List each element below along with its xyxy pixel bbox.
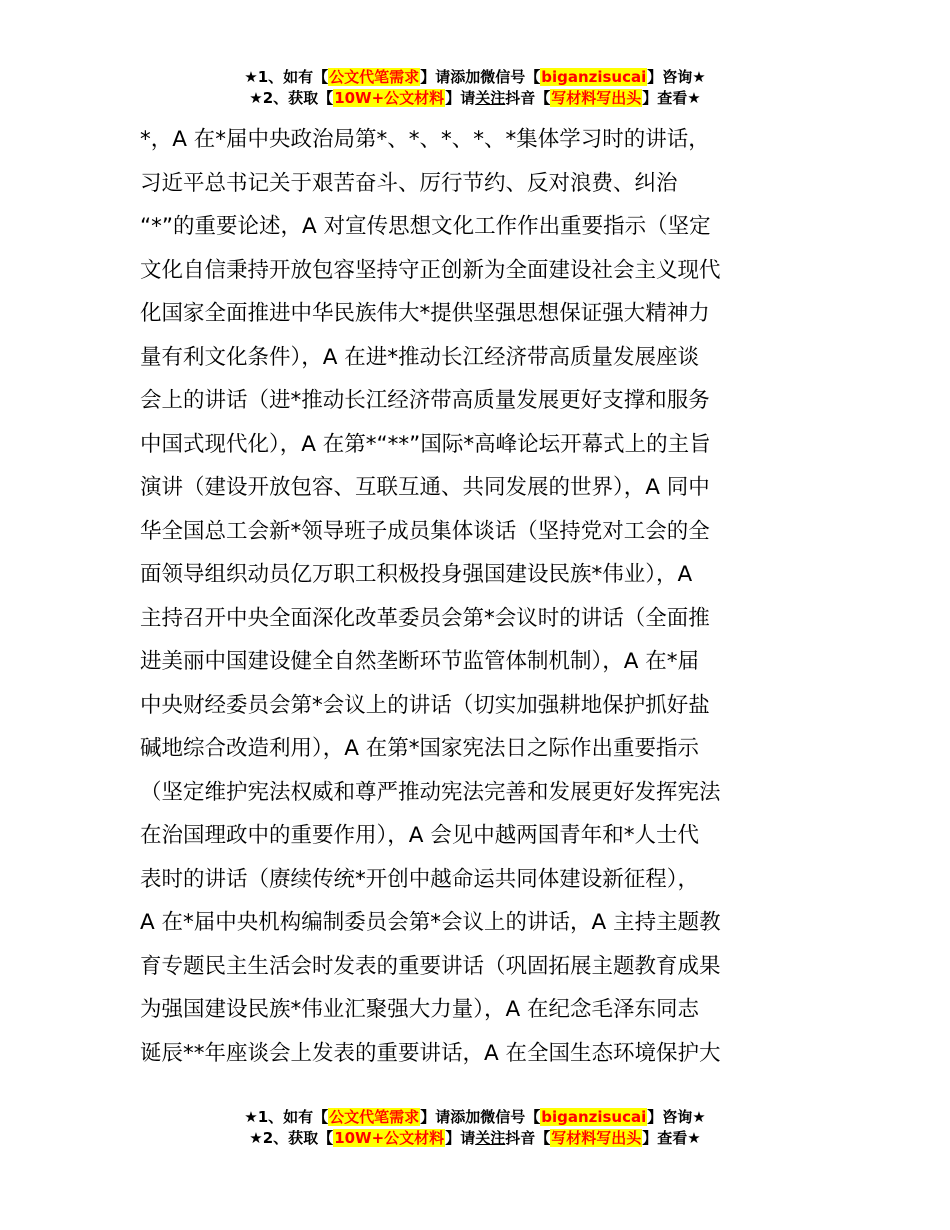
header-highlight-douyin: 写材料写出头 — [551, 89, 642, 107]
header-banner — [0, 67, 950, 109]
header-underlined-follow: 关注 — [475, 89, 506, 107]
footer-highlight-ghostwriting: 公文代笔需求 — [329, 1108, 420, 1126]
footer-line-1-prefix: ★1、如有【 — [244, 1108, 329, 1126]
body-line: 进美丽中国建设健全自然垄断环节监管体制机制），A 在*届 — [140, 649, 700, 674]
footer-line-2-suffix: 】查看★ — [642, 1129, 701, 1147]
header-line-2-suffix: 】查看★ — [642, 89, 701, 107]
document-body — [140, 118, 840, 1075]
header-line-2-mid: 】请 — [445, 89, 476, 107]
body-line: 中央财经委员会第*会议上的讲话（切实加强耕地保护抓好盐 — [140, 692, 710, 718]
header-line-1-mid: 】请添加微信号【 — [420, 68, 541, 86]
header-line-1-suffix: 】咨询★ — [647, 68, 706, 86]
body-line: 文化自信秉持开放包容坚持守正创新为全面建设社会主义现代 — [140, 257, 721, 283]
body-line: 中国式现代化），A 在第*“**”国际*高峰论坛开幕式上的主旨 — [140, 431, 711, 457]
header-line-2-mid2: 抖音【 — [505, 89, 551, 107]
footer-line-2-prefix: ★2、获取【 — [249, 1129, 334, 1147]
body-line: 在治国理政中的重要作用），A 会见中越两国青年和*人士代 — [140, 823, 700, 848]
body-line: 面领导组织动员亿万职工积极投身强国建设民族*伟业），A — [140, 562, 693, 587]
body-line: 育专题民主生活会时发表的重要讲话（巩固拓展主题教育成果 — [140, 953, 721, 979]
body-line: 演讲（建设开放包容、互联互通、共同发展的世界），A 同中 — [140, 475, 710, 500]
footer-line-1 — [0, 1107, 950, 1128]
header-line-2-prefix: ★2、获取【 — [249, 89, 334, 107]
body-line: 量有利文化条件），A 在进*推动长江经济带高质量发展座谈 — [140, 344, 700, 370]
header-line-2 — [0, 88, 950, 109]
body-line: “*”的重要论述，A 对宣传思想文化工作作出重要指示（坚定 — [140, 214, 711, 239]
body-line: 会上的讲话（进*推动长江经济带高质量发展更好支撑和服务 — [140, 388, 710, 413]
header-highlight-materials: 10W+公文材料 — [334, 89, 445, 107]
footer-highlight-wechat-id: biganzisucai — [541, 1108, 647, 1126]
footer-line-2-mid2: 抖音【 — [505, 1129, 551, 1147]
header-highlight-ghostwriting: 公文代笔需求 — [329, 68, 420, 86]
footer-line-2-mid: 】请 — [445, 1129, 476, 1147]
body-line: *，A 在*届中央政治局第*、*、*、*、*集体学习时的讲话， — [140, 127, 710, 152]
header-line-1 — [0, 67, 950, 88]
header-highlight-wechat-id: biganzisucai — [541, 68, 647, 86]
header-line-1-prefix: ★1、如有【 — [244, 68, 329, 86]
footer-banner — [0, 1107, 950, 1149]
body-line: 主持召开中央全面深化改革委员会第*会议时的讲话（全面推 — [140, 605, 710, 631]
body-line: 诞辰**年座谈会上发表的重要讲话，A 在全国生态环境保护大 — [140, 1040, 721, 1066]
body-line: （坚定维护宪法权威和尊严推动宪法完善和发展更好发挥宪法 — [140, 779, 721, 805]
footer-line-2 — [0, 1128, 950, 1149]
footer-highlight-douyin: 写材料写出头 — [551, 1129, 642, 1147]
footer-line-1-mid: 】请添加微信号【 — [420, 1108, 541, 1126]
body-line: 华全国总工会新*领导班子成员集体谈话（坚持党对工会的全 — [140, 518, 710, 544]
footer-line-1-suffix: 】咨询★ — [647, 1108, 706, 1126]
body-line: 习近平总书记关于艰苦奋斗、厉行节约、反对浪费、纠治 — [140, 170, 678, 196]
body-line: 表时的讲话（赓续传统*开创中越命运共同体建设新征程）， — [140, 866, 700, 892]
body-line: 化国家全面推进中华民族伟大*提供坚强思想保证强大精神力 — [140, 301, 710, 326]
footer-highlight-materials: 10W+公文材料 — [334, 1129, 445, 1147]
body-line: 为强国建设民族*伟业汇聚强大力量），A 在纪念毛泽东同志 — [140, 997, 700, 1022]
body-line: A 在*届中央机构编制委员会第*会议上的讲话，A 主持主题教 — [140, 910, 721, 935]
body-line: 碱地综合改造利用），A 在第*国家宪法日之际作出重要指示 — [140, 736, 700, 761]
footer-underlined-follow: 关注 — [475, 1129, 506, 1147]
